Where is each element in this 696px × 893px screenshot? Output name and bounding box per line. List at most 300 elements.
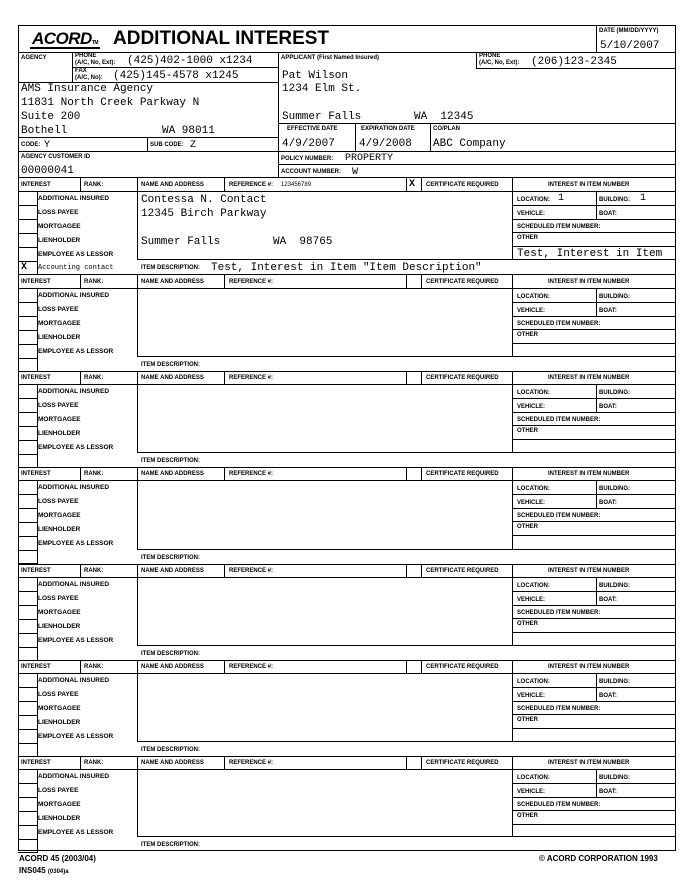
rule-line [512, 316, 676, 317]
copyright: © ACORD CORPORATION 1993 [539, 854, 658, 863]
rule-line [421, 467, 422, 480]
effective-date-label: EFFECTIVE DATE [287, 126, 338, 132]
rule-line [224, 275, 225, 288]
name-address-label: NAME AND ADDRESS [141, 664, 204, 670]
applicant-city-field[interactable]: Summer Falls WA 12345 [282, 111, 474, 123]
interest-option-3: MORTGAGEE [38, 801, 81, 808]
interest-option-4: LIENHOLDER [38, 430, 81, 437]
rule-line [137, 259, 676, 260]
rule-line [18, 494, 38, 495]
rule-line [18, 783, 38, 784]
rule-line [137, 452, 676, 453]
other-field[interactable]: Test, Interest in Item [517, 248, 663, 260]
rule-line [137, 756, 138, 836]
interest-in-item-label: INTEREST IN ITEM NUMBER [548, 471, 630, 477]
extra-interest-text[interactable]: Accounting contact [38, 264, 114, 272]
policy-number-label: POLICY NUMBER: [281, 156, 334, 162]
interest-option-5: EMPLOYEE AS LESSOR [38, 733, 114, 740]
interest-option-checkbox[interactable] [21, 717, 37, 727]
interest-in-item-label: INTEREST IN ITEM NUMBER [548, 279, 630, 285]
rule-line [512, 824, 676, 825]
rule-line [512, 494, 676, 495]
name-address-label: NAME AND ADDRESS [141, 760, 204, 766]
rank-label: RANK: [84, 375, 104, 381]
interest-option-1: ADDITIONAL INSURED [38, 773, 110, 780]
rule-line [421, 371, 422, 384]
interest-option-checkbox[interactable] [21, 290, 37, 300]
applicant-label: APPLICANT (First Named Insured) [281, 55, 380, 61]
interest-option-checkbox[interactable] [21, 538, 37, 548]
certificate-required-label: CERTIFICATE REQUIRED [426, 375, 499, 381]
interest-option-4: LIENHOLDER [38, 815, 81, 822]
interest-option-checkbox[interactable] [21, 221, 37, 231]
interest-option-1: ADDITIONAL INSURED [38, 484, 110, 491]
location-label: LOCATION: [517, 775, 550, 781]
rule-line [421, 178, 422, 191]
boat-label: BOAT: [599, 789, 617, 795]
rule-line [18, 564, 676, 565]
location-label: LOCATION: [517, 486, 550, 492]
rule-line [18, 288, 676, 289]
vehicle-label: VEHICLE: [517, 404, 546, 410]
form-number: ACORD 45 (2003/04) [19, 854, 96, 863]
boat-label: BOAT: [599, 211, 617, 217]
rule-line [18, 288, 38, 289]
interest-option-checkbox[interactable] [21, 442, 37, 452]
rule-line [18, 577, 38, 578]
building-label: BUILDING: [599, 294, 630, 300]
rule-line [18, 605, 38, 606]
other-label: OTHER [517, 524, 538, 530]
item-description-field[interactable]: Test, Interest in Item "Item Description" [211, 262, 482, 274]
interest-in-item-label: INTEREST IN ITEM NUMBER [548, 760, 630, 766]
rule-line [421, 660, 422, 673]
rule-line [18, 480, 676, 481]
rule-line [18, 536, 38, 537]
rule-line [512, 618, 676, 619]
other-label: OTHER [517, 235, 538, 241]
rule-line [18, 673, 676, 674]
scheduled-item-label: SCHEDULED ITEM NUMBER: [517, 417, 601, 423]
agency-fax-field[interactable]: (425)145-4578 x1245 [113, 70, 239, 82]
rule-line [512, 810, 676, 811]
location-label: LOCATION: [517, 197, 550, 203]
interest-option-checkbox[interactable] [21, 332, 37, 342]
item-description-label: ITEM DESCRIPTION: [141, 265, 201, 271]
interest-option-3: MORTGAGEE [38, 416, 81, 423]
interest-option-4: LIENHOLDER [38, 526, 81, 533]
logo-tm: TM [91, 40, 99, 46]
interest-option-checkbox[interactable] [21, 510, 37, 520]
rule-line [512, 521, 676, 522]
scheduled-item-label: SCHEDULED ITEM NUMBER: [517, 610, 601, 616]
rule-line [18, 247, 38, 248]
interest-option-checkbox[interactable] [21, 703, 37, 713]
interest-option-checkbox[interactable] [21, 771, 37, 781]
interest-option-checkbox[interactable] [21, 607, 37, 617]
building-label: BUILDING: [599, 679, 630, 685]
building-label: BUILDING: [599, 390, 630, 396]
scheduled-item-label: SCHEDULED ITEM NUMBER: [517, 706, 601, 712]
rule-line [80, 178, 81, 191]
name-address-line-2[interactable]: 12345 Birch Parkway [141, 208, 267, 220]
rule-line [512, 714, 676, 715]
form-title: ADDITIONAL INTEREST [113, 28, 330, 49]
certificate-required-label: CERTIFICATE REQUIRED [426, 664, 499, 670]
interest-label: INTEREST [21, 568, 51, 574]
rank-label: RANK: [84, 568, 104, 574]
rule-line [512, 783, 676, 784]
interest-option-3: MORTGAGEE [38, 512, 81, 519]
rule-line [18, 756, 676, 757]
certificate-required-label: CERTIFICATE REQUIRED [426, 568, 499, 574]
rule-line [18, 852, 38, 853]
building-label: BUILDING: [599, 197, 630, 203]
rule-line [18, 384, 676, 385]
other-label: OTHER [517, 717, 538, 723]
building-label: BUILDING: [599, 486, 630, 492]
rule-line [137, 741, 676, 742]
interest-option-2: LOSS PAYEE [38, 209, 79, 216]
interest-option-1: ADDITIONAL INSURED [38, 292, 110, 299]
rule-line [18, 454, 38, 455]
coplan-field[interactable]: ABC Company [433, 138, 506, 150]
customer-id-field[interactable]: 00000041 [21, 165, 74, 177]
rule-line [18, 233, 38, 234]
interest-option-checkbox[interactable] [21, 304, 37, 314]
interest-option-checkbox[interactable] [21, 346, 37, 356]
other-label: OTHER [517, 813, 538, 819]
vehicle-label: VEHICLE: [517, 211, 546, 217]
coplan-label: CO/PLAN [433, 126, 460, 132]
rule-line [80, 371, 81, 384]
rule-line [224, 467, 225, 480]
interest-option-checkbox[interactable] [21, 813, 37, 823]
rule-line [18, 701, 38, 702]
interest-in-item-label: INTEREST IN ITEM NUMBER [548, 182, 630, 188]
interest-option-checkbox[interactable] [21, 482, 37, 492]
interest-option-3: MORTGAGEE [38, 320, 81, 327]
interest-option-checkbox[interactable] [21, 731, 37, 741]
scheduled-item-label: SCHEDULED ITEM NUMBER: [517, 513, 601, 519]
sub-code-field[interactable]: Z [190, 140, 197, 151]
expiration-date-field[interactable]: 4/9/2008 [359, 138, 412, 150]
interest-option-5: EMPLOYEE AS LESSOR [38, 540, 114, 547]
other-label: OTHER [517, 428, 538, 434]
name-address-label: NAME AND ADDRESS [141, 375, 204, 381]
rule-line [18, 467, 676, 468]
rule-line [512, 425, 676, 426]
interest-option-checkbox[interactable] [21, 785, 37, 795]
other-label: OTHER [517, 332, 538, 338]
interest-option-checkbox[interactable] [21, 235, 37, 245]
rule-line [512, 205, 676, 206]
ins-code: INS045 [19, 866, 46, 875]
rule-line [18, 344, 38, 345]
rank-label: RANK: [84, 760, 104, 766]
reference-field[interactable]: 123456789 [281, 182, 312, 188]
interest-option-checkbox[interactable] [21, 827, 37, 837]
interest-option-checkbox[interactable] [21, 318, 37, 328]
interest-option-3: MORTGAGEE [38, 223, 81, 230]
rank-label: RANK: [84, 664, 104, 670]
rule-line [18, 384, 38, 385]
interest-option-checkbox[interactable] [21, 799, 37, 809]
rule-line [18, 412, 38, 413]
rule-line [18, 687, 38, 688]
interest-option-4: LIENHOLDER [38, 719, 81, 726]
expiration-date-label: EXPIRATION DATE [361, 126, 415, 132]
interest-option-3: MORTGAGEE [38, 609, 81, 616]
interest-option-2: LOSS PAYEE [38, 498, 79, 505]
interest-option-checkbox[interactable] [21, 524, 37, 534]
rule-line [512, 591, 676, 592]
interest-option-1: ADDITIONAL INSURED [38, 388, 110, 395]
interest-option-checkbox[interactable] [21, 593, 37, 603]
name-address-label: NAME AND ADDRESS [141, 568, 204, 574]
boat-label: BOAT: [599, 308, 617, 314]
location-label: LOCATION: [517, 390, 550, 396]
item-description-label: ITEM DESCRIPTION: [141, 555, 201, 561]
name-address-label: NAME AND ADDRESS [141, 471, 204, 477]
rule-line [406, 178, 407, 191]
interest-option-2: LOSS PAYEE [38, 787, 79, 794]
rule-line [18, 302, 38, 303]
interest-option-5: EMPLOYEE AS LESSOR [38, 637, 114, 644]
interest-option-checkbox[interactable] [21, 249, 37, 259]
rule-line [406, 564, 407, 577]
agency-name-field[interactable]: AMS Insurance Agency [21, 83, 154, 95]
interest-option-checkbox[interactable] [21, 496, 37, 506]
agency-city-field[interactable]: Bothell [21, 125, 68, 137]
date-field[interactable]: 5/10/2007 [600, 40, 660, 52]
interest-option-2: LOSS PAYEE [38, 595, 79, 602]
rule-line [512, 343, 676, 344]
scheduled-item-label: SCHEDULED ITEM NUMBER: [517, 321, 601, 327]
vehicle-label: VEHICLE: [517, 693, 546, 699]
rule-line [137, 549, 676, 550]
interest-option-1: ADDITIONAL INSURED [38, 195, 110, 202]
rule-line [18, 769, 676, 770]
interest-option-4: LIENHOLDER [38, 334, 81, 341]
reference-label: REFERENCE #: [229, 279, 274, 285]
interest-option-checkbox[interactable] [21, 428, 37, 438]
interest-label: INTEREST [21, 182, 51, 188]
account-number-field[interactable]: W [352, 167, 359, 178]
rule-line [80, 756, 81, 769]
rule-line [18, 550, 38, 551]
rule-line [512, 246, 676, 247]
rule-line [18, 647, 38, 648]
interest-option-4: LIENHOLDER [38, 623, 81, 630]
rule-line [18, 358, 38, 359]
ins-revision: (0304)a [47, 869, 69, 875]
rule-line [224, 756, 225, 769]
policy-number-field[interactable]: PROPERTY [345, 153, 394, 164]
agency-fax-label: FAX (A/C, No): [75, 68, 103, 81]
rule-line [512, 412, 676, 413]
interest-option-1: ADDITIONAL INSURED [38, 581, 110, 588]
reference-label: REFERENCE #: [229, 182, 274, 188]
interest-option-checkbox[interactable] [21, 675, 37, 685]
applicant-phone-label: PHONE (A/C, No, Ext): [479, 53, 520, 66]
agency-state-zip-field[interactable]: WA 98011 [162, 125, 215, 137]
interest-option-4: LIENHOLDER [38, 237, 81, 244]
vehicle-label: VEHICLE: [517, 308, 546, 314]
interest-option-checkbox[interactable] [21, 621, 37, 631]
rule-line [18, 330, 38, 331]
vehicle-label: VEHICLE: [517, 500, 546, 506]
interest-label: INTEREST [21, 471, 51, 477]
certificate-required-label: CERTIFICATE REQUIRED [426, 279, 499, 285]
interest-in-item-label: INTEREST IN ITEM NUMBER [548, 568, 630, 574]
certificate-required-label: CERTIFICATE REQUIRED [426, 182, 499, 188]
boat-label: BOAT: [599, 500, 617, 506]
interest-option-2: LOSS PAYEE [38, 691, 79, 698]
name-address-label: NAME AND ADDRESS [141, 279, 204, 285]
extra-interest-checkbox[interactable]: X [21, 262, 28, 273]
certificate-required-label: CERTIFICATE REQUIRED [426, 471, 499, 477]
interest-option-1: ADDITIONAL INSURED [38, 677, 110, 684]
rule-line [137, 645, 676, 646]
certificate-required-checkbox[interactable]: X [409, 179, 416, 190]
rule-line [37, 358, 38, 372]
sub-code-label: SUB CODE: [150, 142, 184, 148]
rule-line [18, 673, 38, 674]
rule-line [37, 454, 38, 468]
reference-label: REFERENCE #: [229, 568, 274, 574]
rule-line [512, 508, 676, 509]
rule-line [512, 329, 676, 330]
effective-date-field[interactable]: 4/9/2007 [282, 138, 335, 150]
rule-line [512, 232, 676, 233]
account-number-label: ACCOUNT NUMBER: [281, 169, 341, 175]
code-field[interactable]: Y [44, 140, 51, 151]
interest-option-checkbox[interactable] [21, 386, 37, 396]
rule-line [37, 839, 38, 853]
name-address-line-1[interactable]: Contessa N. Contact [141, 194, 267, 206]
interest-option-checkbox[interactable] [21, 579, 37, 589]
rule-line [18, 316, 38, 317]
item-description-label: ITEM DESCRIPTION: [141, 362, 201, 368]
rule-line [421, 756, 422, 769]
boat-label: BOAT: [599, 693, 617, 699]
rule-line [80, 660, 81, 673]
applicant-phone-field[interactable]: (206)123-2345 [531, 56, 617, 68]
rule-line [224, 178, 225, 191]
building-label: BUILDING: [599, 775, 630, 781]
reference-label: REFERENCE #: [229, 664, 274, 670]
rule-line [406, 371, 407, 384]
rule-line [18, 274, 676, 275]
interest-option-checkbox[interactable] [21, 635, 37, 645]
rule-line [512, 398, 676, 399]
rule-line [18, 633, 38, 634]
agency-label: AGENCY [21, 55, 47, 61]
interest-in-item-label: INTEREST IN ITEM NUMBER [548, 375, 630, 381]
agency-phone-label: PHONE (A/C, No, Ext): [75, 53, 116, 66]
rule-line [512, 797, 676, 798]
rule-line [512, 535, 676, 536]
interest-label: INTEREST [21, 279, 51, 285]
ins-number [19, 866, 69, 875]
reference-label: REFERENCE #: [229, 760, 274, 766]
interest-option-checkbox[interactable] [21, 193, 37, 203]
rule-line [18, 797, 38, 798]
rule-line [512, 687, 676, 688]
rule-line [406, 756, 407, 769]
interest-option-5: EMPLOYEE AS LESSOR [38, 251, 114, 258]
reference-label: REFERENCE #: [229, 471, 274, 477]
rule-line [421, 564, 422, 577]
rule-line [37, 647, 38, 661]
rule-line [18, 825, 38, 826]
rule-line [18, 743, 38, 744]
rule-line [18, 839, 38, 840]
rule-line [18, 522, 38, 523]
logo-text: ACORD [32, 29, 92, 48]
interest-option-checkbox[interactable] [21, 689, 37, 699]
interest-option-checkbox[interactable] [21, 414, 37, 424]
location-label: LOCATION: [517, 679, 550, 685]
vehicle-label: VEHICLE: [517, 789, 546, 795]
agency-phone-field[interactable]: (425)402-1000 x1234 [127, 55, 253, 67]
rank-label: RANK: [84, 279, 104, 285]
rule-line [37, 743, 38, 757]
rule-line [80, 275, 81, 288]
vehicle-label: VEHICLE: [517, 597, 546, 603]
interest-option-5: EMPLOYEE AS LESSOR [38, 348, 114, 355]
item-description-label: ITEM DESCRIPTION: [141, 747, 201, 753]
rule-line [18, 191, 676, 192]
building-label: BUILDING: [599, 583, 630, 589]
item-description-label: ITEM DESCRIPTION: [141, 842, 201, 848]
item-description-label: ITEM DESCRIPTION: [141, 651, 201, 657]
rule-line [512, 219, 676, 220]
rule-line [18, 205, 38, 206]
rule-line [80, 564, 81, 577]
interest-option-2: LOSS PAYEE [38, 402, 79, 409]
interest-option-checkbox[interactable] [21, 207, 37, 217]
interest-option-checkbox[interactable] [21, 400, 37, 410]
interest-option-5: EMPLOYEE AS LESSOR [38, 829, 114, 836]
rule-line [18, 219, 38, 220]
rule-line [137, 356, 676, 357]
code-label: CODE: [21, 142, 41, 148]
rule-line [137, 836, 676, 837]
rule-line [512, 302, 676, 303]
rule-line [224, 660, 225, 673]
rule-line [18, 591, 38, 592]
rule-line [406, 467, 407, 480]
other-label: OTHER [517, 621, 538, 627]
customer-id-label: AGENCY CUSTOMER ID [21, 154, 91, 160]
applicant-address-field[interactable]: 1234 Elm St. [282, 83, 362, 95]
applicant-name-field[interactable]: Pat Wilson [282, 70, 349, 82]
rank-label: RANK: [84, 471, 104, 477]
scheduled-item-label: SCHEDULED ITEM NUMBER: [517, 802, 601, 808]
item-description-label: ITEM DESCRIPTION: [141, 458, 201, 464]
building-field[interactable]: 1 [640, 193, 647, 204]
rule-line [224, 371, 225, 384]
location-field[interactable]: 1 [558, 193, 565, 204]
agency-address1-field[interactable]: 11831 North Creek Parkway N [21, 97, 200, 109]
rule-line [18, 715, 38, 716]
scheduled-item-label: SCHEDULED ITEM NUMBER: [517, 224, 601, 230]
interest-option-2: LOSS PAYEE [38, 306, 79, 313]
name-address-line-4[interactable]: Summer Falls WA 98765 [141, 236, 333, 248]
agency-address2-field[interactable]: Suite 200 [21, 111, 81, 123]
